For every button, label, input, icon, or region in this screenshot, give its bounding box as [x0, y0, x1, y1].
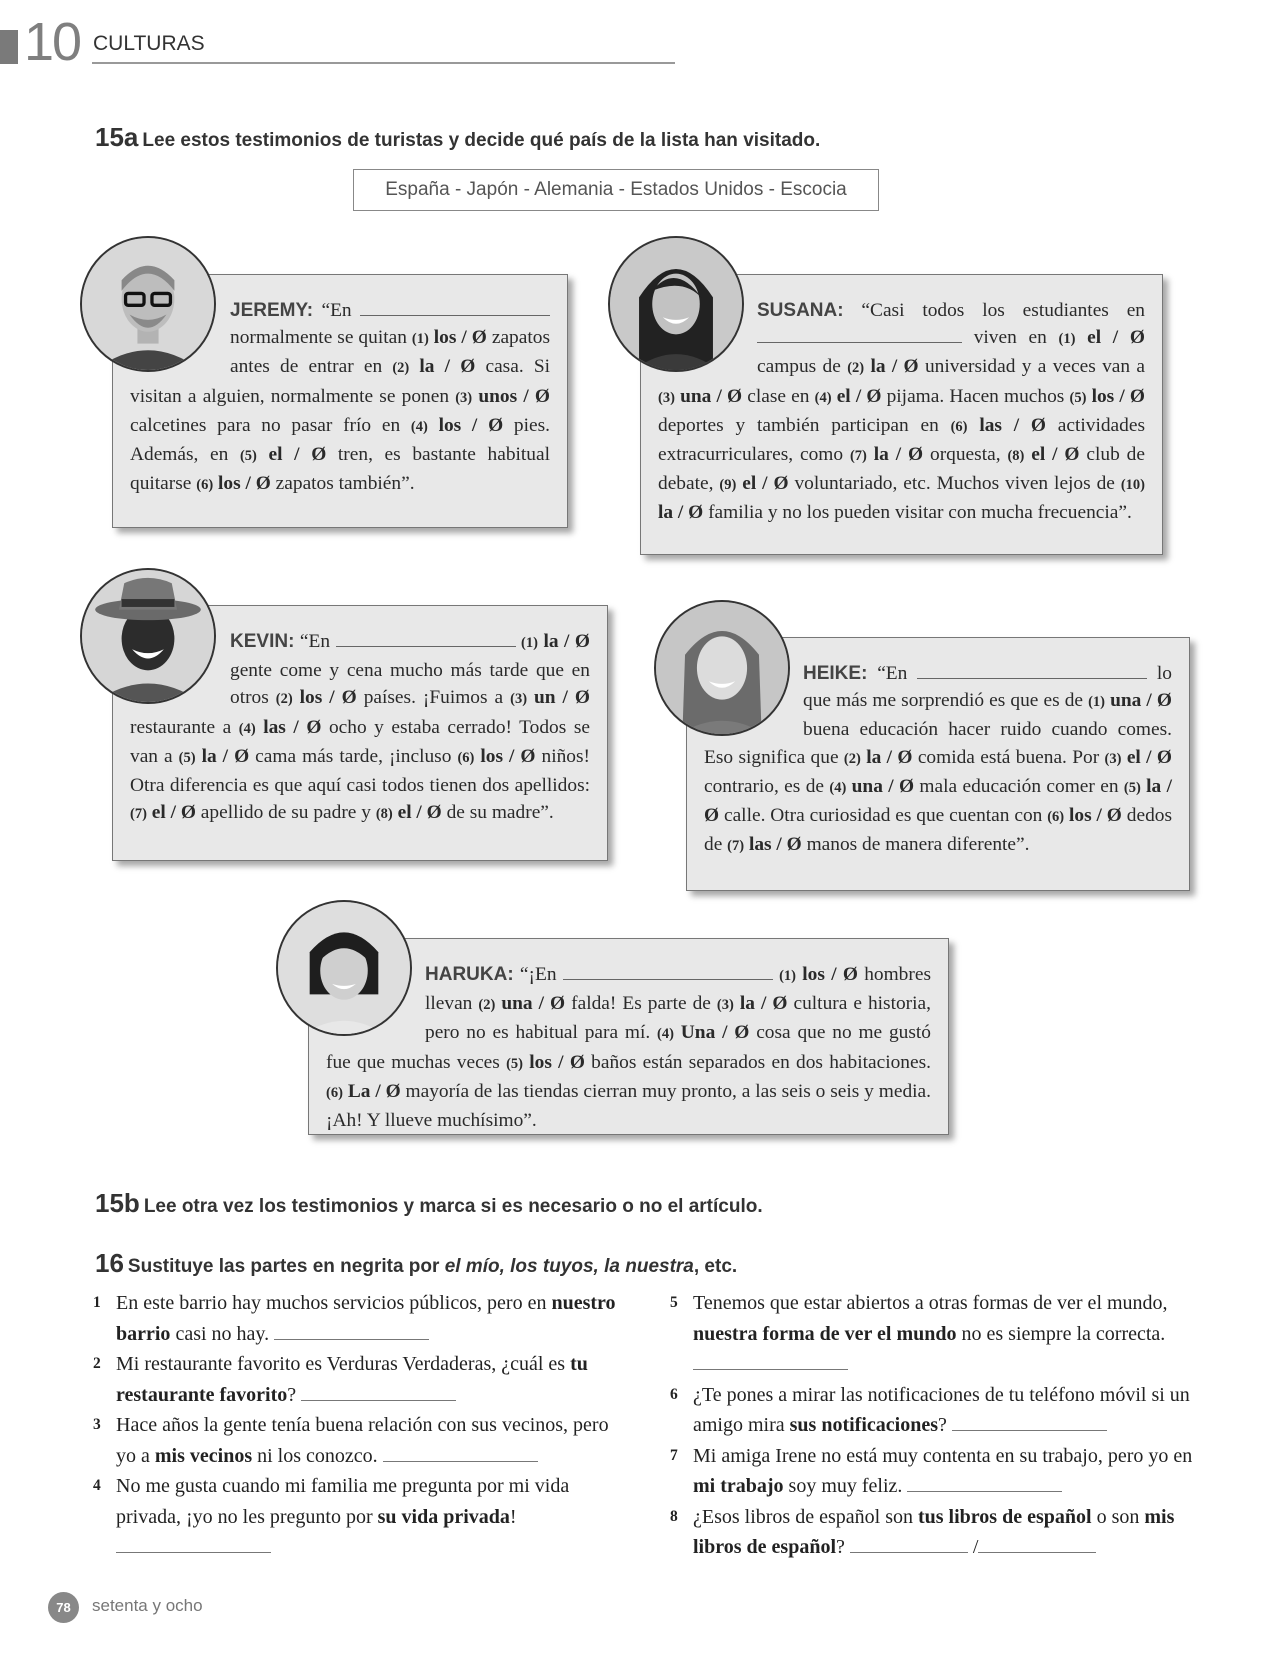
answer-blank[interactable]: [978, 1540, 1096, 1553]
article-option[interactable]: los / Ø: [529, 1051, 585, 1073]
portrait-image: [278, 902, 410, 1034]
article-option[interactable]: la / Ø: [419, 356, 476, 378]
article-option[interactable]: las / Ø: [979, 414, 1046, 436]
list-item: 4 No me gusta cuando mi familia me pregunta por mi vida privada, ¡yo no les pregunto por su vida privada!: [93, 1471, 628, 1563]
answer-blank[interactable]: [116, 1540, 271, 1553]
avatar-heike: [654, 600, 790, 736]
speaker-name: KEVIN:: [230, 631, 295, 652]
exercise-instruction: Lee otra vez los testimonios y marca si es necesario o no el artículo.: [143, 1196, 763, 1217]
article-option[interactable]: los / Ø: [802, 964, 858, 985]
article-option[interactable]: la / Ø: [870, 356, 919, 378]
portrait-image: [82, 570, 214, 702]
article-option[interactable]: el / Ø: [1087, 327, 1145, 349]
article-option[interactable]: los / Ø: [218, 473, 271, 495]
list-item: 7 Mi amiga Irene no está muy contenta en su trabajo, pero yo en mi trabajo soy muy feliz.: [670, 1444, 1193, 1497]
exercise-number: 15a: [95, 122, 139, 152]
article-option[interactable]: el / Ø: [397, 802, 442, 824]
avatar-haruka: [276, 900, 412, 1036]
exercise-16-left-column: [93, 1288, 628, 1563]
article-option[interactable]: los / Ø: [433, 327, 487, 349]
answer-blank[interactable]: [693, 1357, 848, 1370]
article-option[interactable]: los / Ø: [480, 745, 536, 767]
exercise-instruction: Lee estos testimonios de turistas y decide qué país de la lista han visitado.: [142, 130, 821, 151]
answer-blank[interactable]: [907, 1479, 1062, 1492]
exercise-instruction: Sustituye las partes en negrita por el mío, los tuyos, la nuestra, etc.: [127, 1256, 738, 1277]
list-item: 8 ¿Esos libros de español son tus libros de español o son mis libros de español? /: [670, 1505, 1175, 1558]
article-option[interactable]: el / Ø: [742, 473, 789, 495]
article-option[interactable]: la / Ø: [658, 502, 704, 524]
article-option[interactable]: unos / Ø: [478, 385, 550, 407]
unit-color-bar: [0, 30, 18, 64]
unit-number: 10: [24, 12, 81, 72]
testimonial-text: HEIKE: “En lo que más me sorprendió es que es de (1) una / Ø buena educación hacer ruido cuando comes. Eso significa que (2) la / Ø comida está buena. Por (3) el / Ø contrario, es de (4) una / Ø mala educación comer en (5) la / Ø calle. Otra curiosidad es que cuentan con (6) los / Ø dedos de (7) las / Ø manos de manera diferente”.: [704, 663, 1173, 856]
article-option[interactable]: la / Ø: [866, 746, 913, 768]
article-option[interactable]: el / Ø: [151, 802, 196, 824]
article-option[interactable]: el / Ø: [836, 385, 882, 407]
article-option[interactable]: el / Ø: [268, 444, 327, 466]
article-option[interactable]: la / Ø: [201, 745, 250, 767]
section-title: CULTURAS: [93, 32, 205, 55]
country-blank[interactable]: [360, 301, 550, 316]
exercise-number: 15b: [95, 1188, 140, 1218]
list-item: 6 ¿Te pones a mirar las notificaciones de tu teléfono móvil si un amigo mira sus notificaciones?: [670, 1383, 1190, 1436]
article-option[interactable]: la / Ø: [543, 631, 591, 652]
speaker-name: HARUKA:: [425, 964, 514, 985]
answer-blank[interactable]: [301, 1388, 456, 1401]
exercise-number: 16: [95, 1248, 124, 1278]
article-option[interactable]: la / Ø: [704, 775, 1172, 827]
speaker-name: SUSANA:: [757, 300, 844, 321]
speaker-name: HEIKE:: [803, 663, 868, 684]
article-option[interactable]: el / Ø: [1126, 746, 1172, 768]
article-option[interactable]: los / Ø: [438, 414, 504, 436]
article-option[interactable]: La / Ø: [347, 1080, 401, 1102]
article-option[interactable]: una / Ø: [680, 385, 743, 407]
article-option[interactable]: las / Ø: [263, 716, 322, 738]
avatar-jeremy: [80, 236, 216, 372]
article-option[interactable]: una / Ø: [1110, 690, 1172, 712]
testimonial-text: SUSANA: “Casi todos los estudiantes en viven en (1) el / Ø campus de (2) la / Ø universidad y a veces van a (3) una / Ø clase en (4) el / Ø pijama. Hacen muchos (5) los / Ø deportes y también participan en (6) las / Ø actividades extracurriculares, como (7) la / Ø orquesta, (8) el / Ø club de debate, (9) el / Ø voluntariado, etc. Muchos viven lejos de (10) la / Ø familia y no los pueden visitar con mucha frecuencia”.: [658, 300, 1145, 524]
article-option[interactable]: una / Ø: [501, 993, 566, 1015]
exercise-15b-heading: [95, 1188, 763, 1219]
list-item: 5 Tenemos que estar abiertos a otras formas de ver el mundo, nuestra forma de ver el mundo no es siempre la correcta.: [670, 1288, 1205, 1380]
answer-blank[interactable]: [274, 1327, 429, 1340]
portrait-image: [82, 238, 214, 370]
avatar-kevin: [80, 568, 216, 704]
list-item: 3 Hace años la gente tenía buena relación con sus vecinos, pero yo a mis vecinos ni los conozco.: [93, 1414, 609, 1467]
country-blank[interactable]: [757, 328, 962, 343]
answer-blank[interactable]: [952, 1418, 1107, 1431]
testimonial-text: KEVIN: “En (1) la / Ø gente come y cena mucho más tarde que en otros (2) los / Ø países. ¡Fuimos a (3) un / Ø restaurante a (4) las / Ø ocho y estaba cerrado! Todos se van a (5) la / Ø cama más tarde, ¡incluso (6) los / Ø niños! Otra diferencia es que aquí casi todos tienen dos apellidos: (7) el / Ø apellido de su padre y (8) el / Ø de su madre”.: [130, 631, 591, 824]
article-option[interactable]: los / Ø: [1091, 385, 1145, 407]
article-option[interactable]: las / Ø: [748, 834, 802, 856]
article-option[interactable]: el / Ø: [1031, 444, 1080, 466]
article-option[interactable]: los / Ø: [1069, 805, 1122, 827]
article-option[interactable]: la / Ø: [873, 444, 924, 466]
country-blank[interactable]: [563, 965, 773, 980]
portrait-image: [656, 602, 788, 734]
country-blank[interactable]: [336, 632, 516, 647]
exercise-15a-heading: [95, 122, 820, 153]
portrait-image: [610, 238, 742, 370]
country-word-list: España - Japón - Alemania - Estados Unidos - Escocia: [353, 169, 879, 211]
header-rule: [92, 62, 675, 64]
article-option[interactable]: una / Ø: [851, 775, 915, 797]
page-number-words: setenta y ocho: [92, 1596, 203, 1615]
article-option[interactable]: los / Ø: [299, 687, 357, 709]
exercise-16-heading: [95, 1248, 737, 1279]
answer-blank[interactable]: [383, 1449, 538, 1462]
article-option[interactable]: Una / Ø: [680, 1022, 750, 1044]
speaker-name: JEREMY:: [230, 300, 314, 321]
page-number-badge: 78: [48, 1592, 79, 1623]
exercise-16-right-column: [670, 1288, 1205, 1563]
article-option[interactable]: la / Ø: [739, 993, 788, 1015]
list-item: 1 En este barrio hay muchos servicios públicos, pero en nuestro barrio casi no hay.: [93, 1292, 616, 1345]
testimonial-text: JEREMY: “En normalmente se quitan (1) los / Ø zapatos antes de entrar en (2) la / Ø casa. Si visitan a alguien, normalmente se ponen (3) unos / Ø calcetines para no pasar frío en (4) los / Ø pies. Además, en (5) el / Ø tren, es bastante habitual quitarse (6) los / Ø zapatos también”.: [130, 300, 551, 495]
answer-blank[interactable]: [850, 1540, 968, 1553]
testimonial-text: HARUKA: “¡En (1) los / Ø hombres llevan (2) una / Ø falda! Es parte de (3) la / Ø cultura e historia, pero no es habitual para mí. (4) Una / Ø cosa que no me gustó fue que muchas veces (5) los / Ø baños están separados en dos habitaciones. (6) La / Ø mayoría de las tiendas cierran muy pronto, a las seis o seis y media. ¡Ah! Y llueve muchísimo”.: [326, 964, 931, 1132]
country-blank[interactable]: [917, 664, 1147, 679]
list-item: 2 Mi restaurante favorito es Verduras Verdaderas, ¿cuál es tu restaurante favorito?: [93, 1353, 588, 1406]
article-option[interactable]: un / Ø: [534, 687, 590, 709]
avatar-susana: [608, 236, 744, 372]
